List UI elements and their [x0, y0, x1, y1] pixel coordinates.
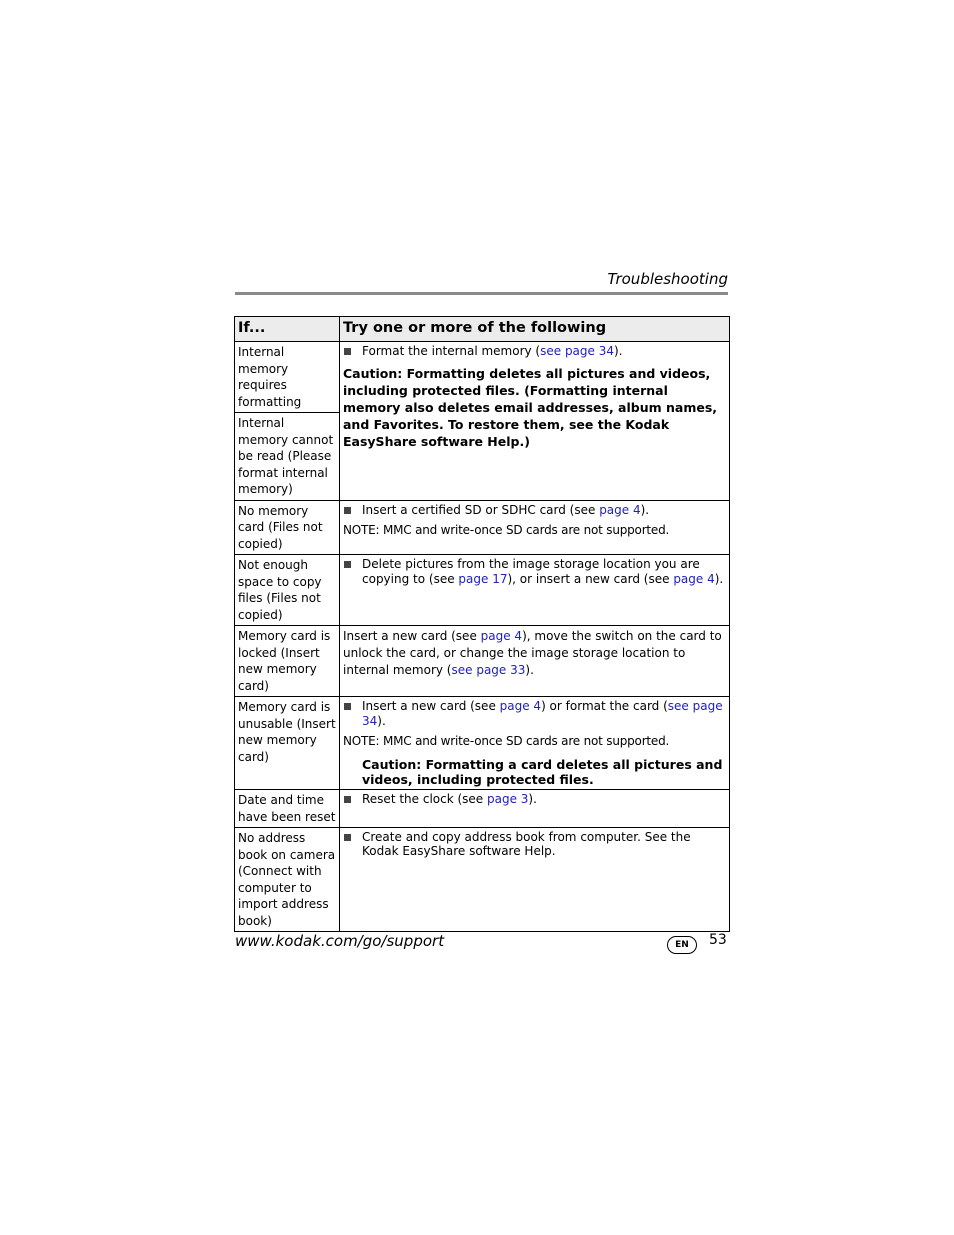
page-link[interactable]: page 3: [487, 792, 529, 806]
page-number: 53: [709, 932, 727, 948]
page-link[interactable]: page 4: [673, 572, 715, 586]
bullet-icon: [344, 834, 351, 841]
condition-cell: Internal memory requires formatting: [235, 342, 340, 413]
condition-cell: Not enough space to copy files (Files not copied): [235, 555, 340, 626]
list-item: Insert a certified SD or SDHC card (see page 4).: [343, 503, 726, 518]
action-cell: [340, 626, 730, 697]
page-link[interactable]: page 17: [458, 572, 508, 586]
bullet-icon: [344, 703, 351, 710]
action-cell: [340, 342, 730, 501]
table-row: [235, 790, 730, 828]
page-link[interactable]: see page 34: [362, 699, 723, 728]
condition-cell: Date and time have been reset: [235, 790, 340, 828]
condition-cell: Memory card is locked (Insert new memory card): [235, 626, 340, 697]
note-text: NOTE: MMC and write-once SD cards are not supported.: [343, 522, 670, 537]
condition-cell: Memory card is unusable (Insert new memory card): [235, 697, 340, 790]
caution-text: Caution: Formatting deletes all pictures and videos, including protected files. (Formatting internal memory also deletes email addresses, album names, and Favorites. To restore them, see the Kodak EasyShare software Help.): [343, 366, 718, 449]
column-header-try: Try one or more of the following: [340, 317, 730, 342]
bullet-icon: [344, 348, 351, 355]
table-row: [235, 828, 730, 932]
action-cell: [340, 500, 730, 555]
condition-cell: Internal memory cannot be read (Please format internal memory): [235, 413, 340, 501]
page-link[interactable]: see page 34: [540, 344, 614, 358]
action-cell: [340, 828, 730, 932]
list-item: Delete pictures from the image storage location you are copying to (see page 17), or insert a new card (see page 4).: [343, 557, 726, 587]
support-url[interactable]: www.kodak.com/go/support: [235, 932, 445, 950]
list-item: Create and copy address book from computer. See the Kodak EasyShare software Help.: [343, 830, 726, 858]
page-link[interactable]: page 4: [499, 699, 542, 713]
troubleshooting-table: [234, 316, 730, 932]
page-link[interactable]: see page 33: [451, 663, 526, 677]
language-badge: EN: [667, 936, 697, 954]
action-cell: [340, 697, 730, 790]
list-item: Format the internal memory (see page 34).: [343, 344, 726, 359]
table-row: [235, 500, 730, 555]
action-cell: [340, 555, 730, 626]
caution-text: Caution: Formatting a card deletes all pictures and videos, including protected files.: [362, 757, 723, 787]
bullet-icon: [344, 507, 351, 514]
action-cell: [340, 790, 730, 828]
table-header-row: [235, 317, 730, 342]
header-rule: [235, 292, 728, 295]
section-title: Troubleshooting: [607, 270, 728, 288]
bullet-icon: [344, 796, 351, 803]
action-text: Insert a new card (see page 4), move the switch on the card to unlock the card, or change the image storage location to internal memory (see page 33).: [343, 629, 722, 677]
table-row: [235, 342, 730, 413]
page-link[interactable]: page 4: [480, 629, 523, 643]
page-link[interactable]: page 4: [599, 502, 641, 517]
column-header-if: If...: [235, 317, 340, 342]
table-row: [235, 697, 730, 790]
table-row: [235, 626, 730, 697]
list-item: Insert a new card (see page 4) or format the card (see page 34).: [343, 699, 726, 729]
note-text: NOTE: MMC and write-once SD cards are not supported.: [343, 734, 670, 748]
bullet-icon: [344, 561, 351, 568]
condition-cell: No address book on camera (Connect with computer to import address book): [235, 828, 340, 932]
list-item: Reset the clock (see page 3).: [343, 792, 726, 807]
condition-cell: No memory card (Files not copied): [235, 500, 340, 555]
table-row: [235, 555, 730, 626]
